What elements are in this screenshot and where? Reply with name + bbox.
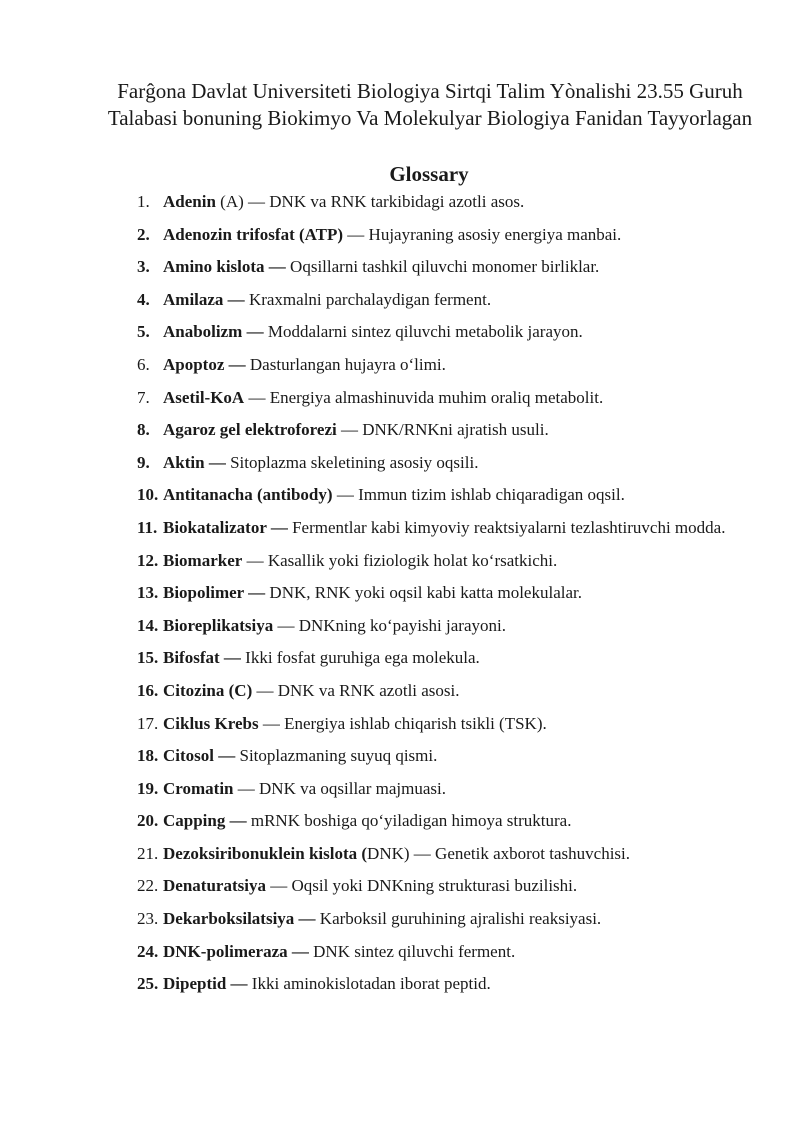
glossary-item (137, 512, 757, 545)
glossary-definition: — Hujayraning asosiy energiya manbai. (343, 224, 622, 244)
item-number: 6. (137, 354, 150, 374)
glossary-definition: — DNK/RNKni ajratish usuli. (336, 420, 549, 440)
item-number: 5. (137, 322, 150, 342)
glossary-term: Agaroz gel elektroforezi (163, 420, 337, 440)
glossary-term: Amilaza — (163, 289, 245, 309)
glossary-item (137, 349, 757, 382)
glossary-term: Capping — (163, 811, 247, 831)
glossary-definition: Fermentlar kabi kimyoviy reaktsiyalarni tezlashtiruvchi modda. (287, 517, 726, 537)
glossary-term: Bioreplikatsiya (163, 615, 274, 635)
glossary-item (137, 805, 757, 838)
glossary-definition: — DNKning ko‘payishi jarayoni. (273, 615, 506, 635)
glossary-item (137, 479, 757, 512)
glossary-term: Bifosfat — (163, 648, 241, 668)
item-number: 10. (137, 485, 159, 505)
glossary-term: DNK-polimeraza — (163, 941, 309, 961)
glossary-item (137, 773, 757, 806)
glossary-term: Anabolizm — (163, 322, 264, 342)
glossary-item (137, 186, 757, 219)
glossary-definition: — Kasallik yoki fiziologik holat ko‘rsatkichi. (242, 550, 558, 570)
glossary-definition: Sitoplazma skeletining asosiy oqsili. (225, 452, 479, 472)
glossary-item (137, 414, 757, 447)
glossary-definition: Ikki fosfat guruhiga ega molekula. (240, 648, 480, 668)
glossary-term: Antitanacha (antibody) (163, 485, 333, 505)
glossary-definition: — Energiya almashinuvida muhim oraliq metabolit. (244, 387, 604, 407)
glossary-term: Apoptoz — (163, 354, 246, 374)
glossary-list (137, 186, 757, 1001)
glossary-definition: DNK sintez qiluvchi ferment. (308, 941, 516, 961)
glossary-heading: Glossary (389, 162, 469, 186)
item-number: 19. (137, 778, 159, 798)
glossary-item (137, 447, 757, 480)
glossary-item (137, 708, 757, 741)
item-number: 1. (137, 192, 150, 211)
glossary-term: Dekarboksilatsiya — (163, 909, 316, 929)
glossary-definition: Dasturlangan hujayra o‘limi. (245, 354, 446, 374)
glossary-item (137, 610, 757, 643)
glossary-definition: Oqsillarni tashkil qiluvchi monomer birliklar. (285, 257, 600, 277)
glossary-item (137, 838, 757, 871)
item-number: 11. (137, 517, 158, 537)
glossary-item (137, 577, 757, 610)
glossary-definition: mRNK boshiga qo‘yiladigan himoya struktura. (246, 811, 572, 831)
glossary-item (137, 316, 757, 349)
glossary-item (137, 545, 757, 578)
item-number: 3. (137, 257, 150, 277)
item-number: 22. (137, 876, 159, 896)
glossary-term: Biomarker (163, 550, 243, 570)
glossary-item (137, 903, 757, 936)
glossary-item (137, 251, 757, 284)
glossary-definition: — DNK va RNK azotli asosi. (252, 680, 460, 700)
item-number: 17. (137, 713, 159, 733)
glossary-definition: DNK, RNK yoki oqsil kabi katta molekulalar. (265, 583, 582, 603)
item-number: 18. (137, 746, 159, 766)
glossary-item (137, 642, 757, 675)
glossary-definition: — DNK va oqsillar majmuasi. (233, 778, 446, 798)
glossary-term: Citozina (C) (163, 680, 253, 700)
item-number: 12. (137, 550, 159, 570)
glossary-item (137, 936, 757, 969)
glossary-item (137, 968, 757, 1001)
glossary-term: Denaturatsiya (163, 876, 266, 896)
item-number: 13. (137, 583, 159, 603)
glossary-term: Amino kislota — (163, 257, 286, 277)
glossary-definition: Karboksil guruhining ajralishi reaksiyasi. (315, 909, 602, 929)
item-number: 2. (137, 224, 150, 244)
document-title: Farĝona Davlat Universiteti Biologiya Sirtqi Talim Yònalishi 23.55 Guruh Talabasi bonuning Biokimyo Va Molekulyar Biologiya Fanidan Tayyorlagan (107, 79, 753, 130)
glossary-definition: — Energiya ishlab chiqarish tsikli (TSK). (258, 713, 547, 733)
glossary-item (137, 675, 757, 708)
glossary-term: Adenozin trifosfat (ATP) (163, 224, 344, 244)
glossary-definition: — Oqsil yoki DNKning strukturasi buzilishi. (265, 876, 578, 896)
glossary-term: Adenin (163, 192, 216, 211)
glossary-item (137, 382, 757, 415)
glossary-term: Ciklus Krebs (163, 713, 259, 733)
item-number: 9. (137, 452, 150, 472)
item-number: 21. (137, 843, 159, 863)
item-number: 7. (137, 387, 150, 407)
glossary-term: Biopolimer — (163, 583, 266, 603)
item-number: 4. (137, 289, 150, 309)
glossary-term: Biokatalizator — (163, 517, 288, 537)
glossary-definition: DNK) — Genetik axborot tashuvchisi. (367, 843, 631, 863)
glossary-definition: — Immun tizim ishlab chiqaradigan oqsil. (332, 485, 625, 505)
glossary-definition: Moddalarni sintez qiluvchi metabolik jarayon. (263, 322, 583, 342)
glossary-definition: Kraxmalni parchalaydigan ferment. (244, 289, 492, 309)
glossary-item (137, 870, 757, 903)
item-number: 25. (137, 974, 159, 994)
glossary-term: Citosol — (163, 746, 236, 766)
item-number: 14. (137, 615, 159, 635)
item-number: 15. (137, 648, 159, 668)
glossary-term: Asetil-KoA (163, 387, 245, 407)
glossary-term: Dezoksiribonuklein kislota ( (163, 843, 368, 863)
item-number: 16. (137, 680, 159, 700)
item-number: 8. (137, 420, 150, 440)
glossary-definition: Sitoplazmaning suyuq qismi. (235, 746, 438, 766)
item-number: 24. (137, 941, 159, 961)
glossary-item (137, 284, 757, 317)
glossary-term: Aktin — (163, 452, 226, 472)
glossary-term: Dipeptid — (163, 974, 248, 994)
item-number: 23. (137, 909, 159, 929)
glossary-item (137, 740, 757, 773)
glossary-definition: Ikki aminokislotadan iborat peptid. (247, 974, 491, 994)
glossary-term: Cromatin (163, 778, 234, 798)
item-number: 20. (137, 811, 159, 831)
glossary-item (137, 219, 757, 252)
glossary-definition: (A) — DNK va RNK tarkibidagi azotli asos. (215, 192, 525, 211)
